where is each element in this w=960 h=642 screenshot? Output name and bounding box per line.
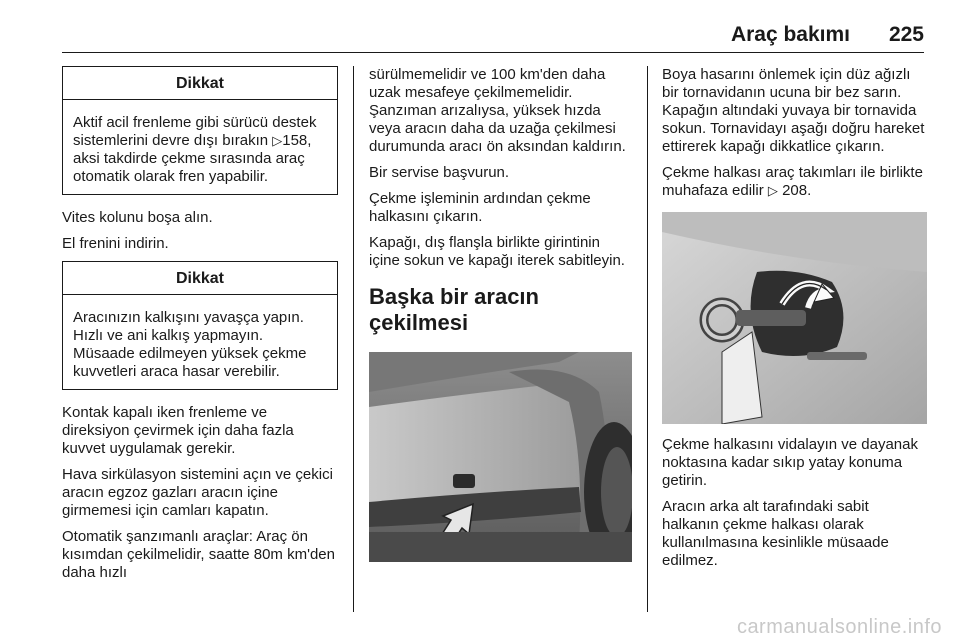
- warning-body: [63, 100, 337, 194]
- paragraph-text: Çekme halkası araç takımları ile birlikte muhafaza edilir: [662, 164, 923, 199]
- warning-box-1: [62, 66, 338, 195]
- section-heading: Başka bir aracın çekilmesi: [369, 284, 539, 335]
- car-rear-photo: [369, 352, 632, 562]
- header-divider: [62, 52, 924, 53]
- paragraph: Aracın arka alt tarafındaki sabit halkanın çekme halkası olarak kullanılmasına kesinlikle müsaade edilmez.: [662, 498, 889, 569]
- page-ref-link[interactable]: 208.: [782, 182, 812, 199]
- paragraph: Hava sirkülasyon sistemini açın ve çekici aracın egzoz gazları aracın içine girmemesi için camları kapatın.: [62, 466, 333, 519]
- column-3: [662, 66, 927, 578]
- paragraph: Bir servise başvurun.: [369, 164, 510, 181]
- page-ref-link[interactable]: 158: [282, 132, 308, 149]
- warning-title: Dikkat: [63, 262, 337, 295]
- warning-body: Aracınızın kalkışını yavaşça yapın. Hızlı ve ani kalkış yapmayın. Müsaade edilmeyen yüksek çekme kuvvetleri araca hasar verebilir.: [73, 309, 307, 380]
- warning-text: Aktif acil frenleme gibi sürücü destek sistemlerini devre dışı bırakın: [73, 114, 317, 149]
- warning-title: Dikkat: [63, 67, 337, 100]
- warning-box-2: [62, 261, 338, 390]
- paragraph: Boya hasarını önlemek için düz ağızlı bir tornavidanın ucuna bir bez sarın. Kapağın altındaki yuvaya bir tornavida sokun. Tornavidayı aşağı doğru hareket ettirerek kapağı dikkatlice çıkarın.: [662, 66, 925, 155]
- column-divider-1: [353, 66, 354, 612]
- paragraph: Çekme işleminin ardından çekme halkasını çıkarın.: [369, 190, 591, 225]
- warning-text-cont: , aksi takdirde çekme sırasında araç otomatik olarak fren yapabilir.: [73, 132, 312, 185]
- paragraph: sürülmemelidir ve 100 km'den daha uzak mesafeye çekilmemelidir. Şanzıman arızalıysa, yüksek hızda veya aracın daha da uzağa çekilmesi durumunda aracı ön aksından kaldırın.: [369, 66, 626, 155]
- column-1: [62, 66, 338, 590]
- watermark: carmanualsonline.info: [736, 616, 942, 638]
- paragraph: Çekme halkasını vidalayın ve dayanak noktasına kadar sıkıp yatay konuma getirin.: [662, 436, 918, 489]
- paragraph: Kapağı, dış flanşla birlikte girintinin içine sokun ve kapağı iterek sabitleyin.: [369, 234, 625, 269]
- page-ref-arrow-icon: ▷: [767, 183, 778, 198]
- column-2: [369, 66, 632, 562]
- tow-hook-photo: [662, 212, 927, 424]
- section-title: Araç bakımı: [730, 23, 850, 46]
- column-divider-2: [647, 66, 648, 612]
- paragraph: Vites kolunu boşa alın.: [62, 209, 213, 226]
- paragraph: Otomatik şanzımanlı araçlar: Araç ön kısımdan çekilmelidir, saatte 80m km'den daha hızlı: [62, 528, 335, 581]
- paragraph: El frenini indirin.: [62, 235, 169, 252]
- page-number: 225: [888, 23, 924, 46]
- page-ref-arrow-icon: ▷: [272, 133, 283, 148]
- paragraph: [662, 164, 927, 200]
- paragraph: Kontak kapalı iken frenleme ve direksiyon çevirmek için daha fazla kuvvet uygulamak gerekir.: [62, 404, 294, 457]
